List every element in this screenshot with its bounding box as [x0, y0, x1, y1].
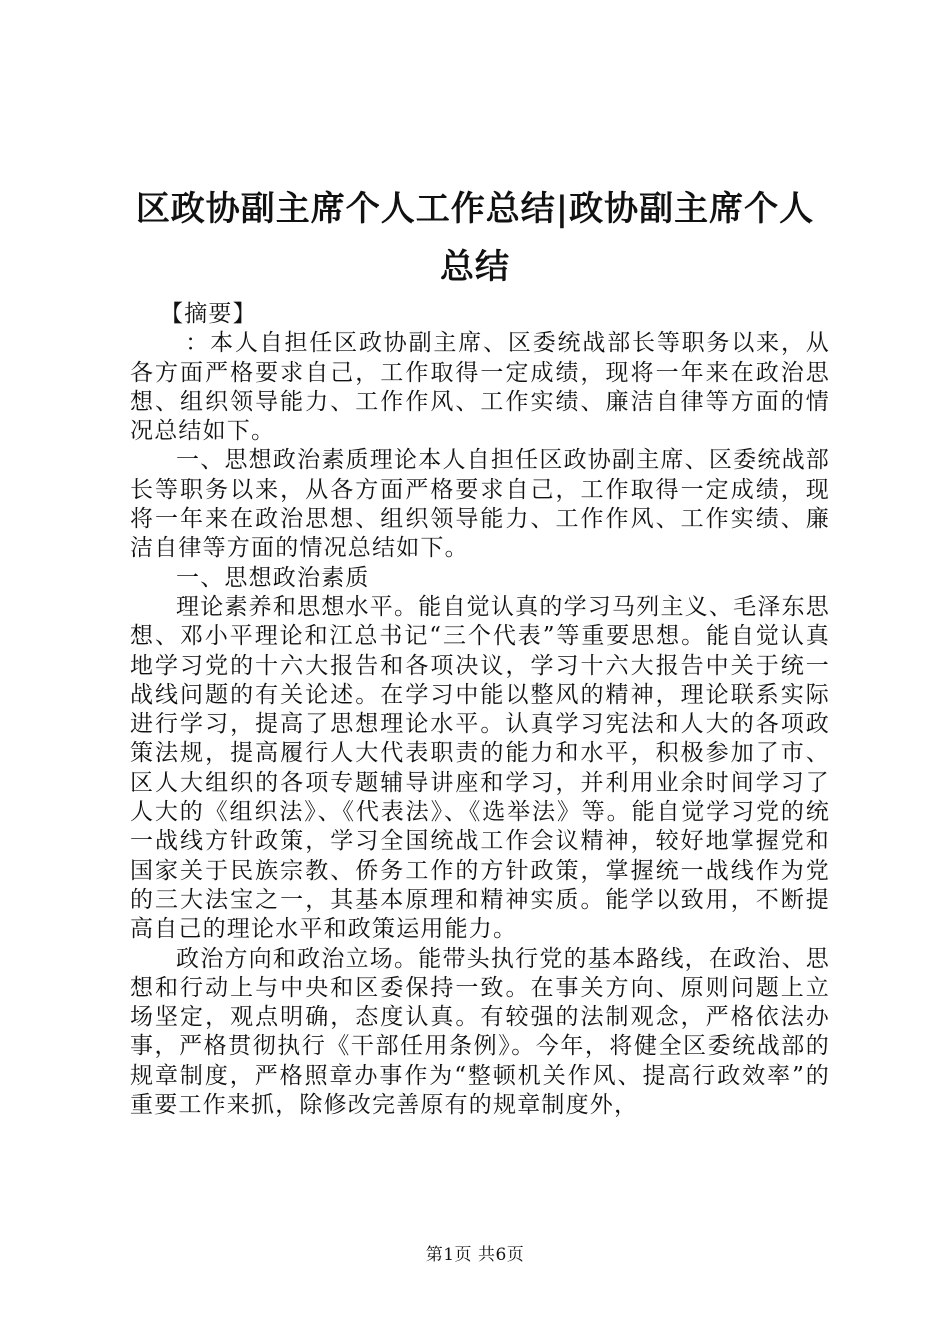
page-footer: 第1页 共6页 — [425, 1245, 525, 1265]
paragraph-section-intro: 一、思想政治素质理论本人自担任区政协副主席、区委统战部长等职务以来，从各方面严格要求自己，工作取得一定成绩，现将一年来在政治思想、组织领导能力、工作作风、工作实绩、廉洁自律等方面的情况总结如下。 — [130, 447, 830, 562]
paragraph-abstract: ：本人自担任区政协副主席、区委统战部长等职务以来，从各方面严格要求自己，工作取得一定成绩，现将一年来在政治思想、组织领导能力、工作作风、工作实绩、廉洁自律等方面的情况总结如下。 — [130, 330, 830, 445]
section-heading: 一、思想政治素质 — [176, 564, 370, 591]
abstract-label: 【摘要】 — [160, 301, 257, 327]
paragraph-theory: 理论素养和思想水平。能自觉认真的学习马列主义、毛泽东思想、邓小平理论和江总书记“三个代表”等重要思想。能自觉认真地学习党的十六大报告和各项决议，学习十六大报告中关于统一战线问题的有关论述。在学习中能以整风的精神，理论联系实际进行学习，提高了思想理论水平。认真学习宪法和人大的各项政策法规，提高履行人大代表职责的能力和水平，积极参加了市、区人大组织的各项专题辅导讲座和学习，并利用业余时间学习了人大的《组织法》、《代表法》、《选举法》等。能自觉学习党的统一战线方针政策，学习全国统战工作会议精神，较好地掌握党和国家关于民族宗教、侨务工作的方针政策，掌握统一战线作为党的三大法宝之一，其基本原理和精神实质。能学以致用，不断提高自己的理论水平和政策运用能力。 — [130, 593, 830, 943]
document-title: 区政协副主席个人工作总结|政协副主席个人总结 — [135, 189, 815, 287]
document-body — [130, 300, 830, 1120]
paragraph-political-direction: 政治方向和政治立场。能带头执行党的基本路线，在政治、思想和行动上与中央和区委保持一致。在事关方向、原则问题上立场坚定，观点明确，态度认真。有较强的法制观念，严格依法办事，严格贯彻执行《干部任用条例》。今年，将健全区委统战部的规章制度，严格照章办事作为“整顿机关作风、提高行政效率”的重要工作来抓，除修改完善原有的规章制度外， — [130, 945, 830, 1119]
